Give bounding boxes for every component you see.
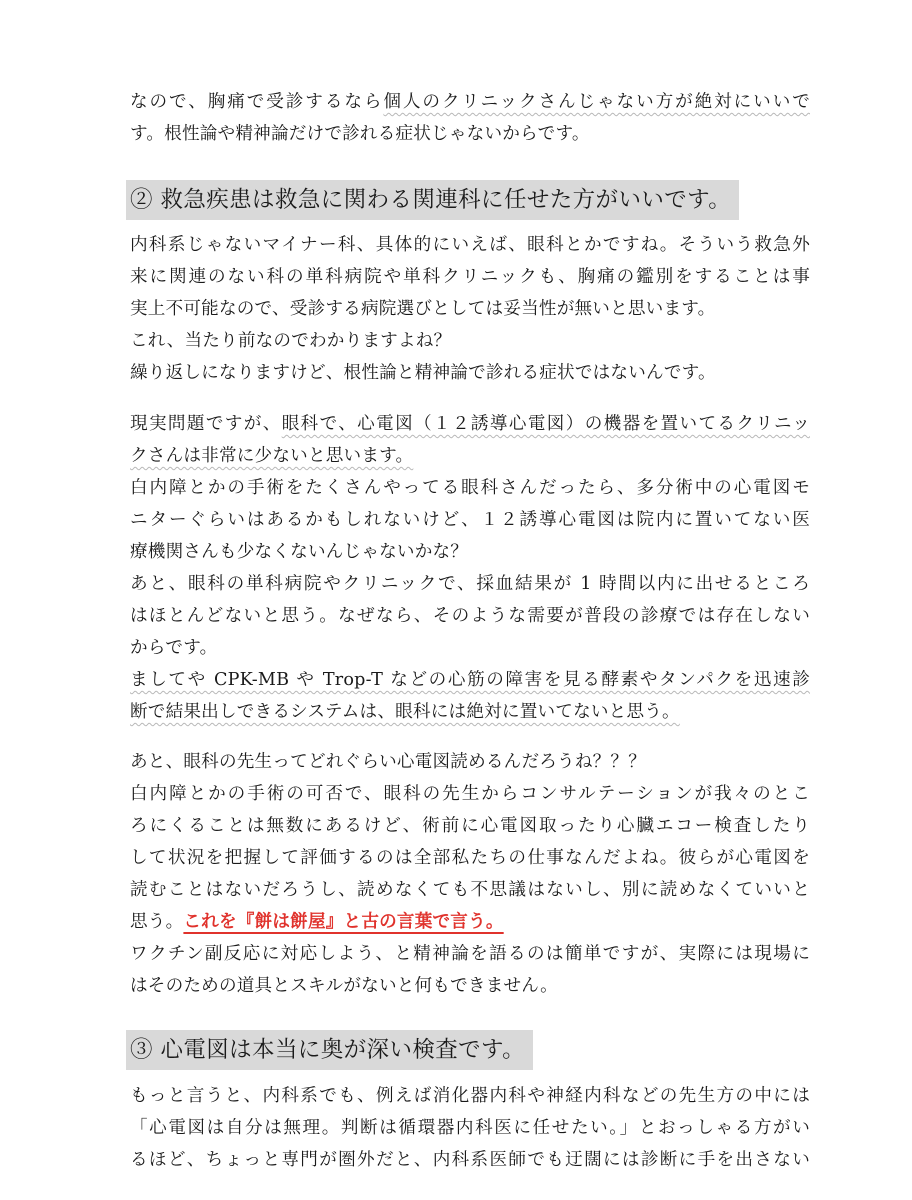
- highlighted-text: 個人のクリニックさんじゃない方が絶対にいいで: [383, 92, 810, 112]
- paragraph-line: るほど、ちょっと専門が圏外だと、内科系医師でも迂闊には診断に手を出さない: [130, 1150, 810, 1170]
- paragraph-line: はほとんどないと思う。なぜなら、そのような需要が普段の診療では存在しない: [130, 606, 810, 626]
- paragraph-line: [130, 906, 810, 938]
- paragraph-line: 読むことはないだろうし、読めなくても不思議はないし、別に読めなくていいと: [130, 880, 810, 900]
- paragraph-line: 来に関連のない科の単科病院や単科クリニックも、胸痛の鑑別をすることは事: [130, 267, 810, 287]
- highlighted-text: 断で結果出しできるシステムは、眼科には絶対に置いてないと思う。: [130, 702, 680, 722]
- text-run: 思う。: [130, 912, 184, 932]
- paragraph-line: [130, 440, 810, 472]
- paragraph-line: あと、眼科の先生ってどれぐらい心電図読めるんだろうね？？？: [130, 752, 647, 772]
- text-run: なので、胸痛で受診するなら: [130, 92, 384, 112]
- red-emphasis-text: これを『餅は餅屋』と古の言葉で言う。: [183, 911, 504, 932]
- paragraph-line: からです。: [130, 638, 218, 658]
- text-run: 現実問題ですが、: [130, 414, 282, 434]
- paragraph-line: 実上不可能なので、受診する病院選びとしては妥当性が無いと思います。: [130, 299, 716, 319]
- paragraph-line: 内科系じゃないマイナー科、具体的にいえば、眼科とかですね。そういう救急外: [130, 235, 810, 255]
- paragraph-line: もっと言うと、内科系でも、例えば消化器内科や神経内科などの先生方の中には: [130, 1086, 810, 1106]
- highlighted-text: クさんは非常に少ないと思います。: [130, 446, 414, 466]
- paragraph-line: して状況を把握して評価するのは全部私たちの仕事なんだよね。彼らが心電図を: [130, 848, 810, 868]
- paragraph-line: す。根性論や精神論だけで診れる症状じゃないからです。: [130, 124, 590, 144]
- section-heading: ③ 心電図は本当に奥が深い検査です。: [126, 1030, 533, 1070]
- paragraph-line: はそのための道具とスキルがないと何もできません。: [130, 976, 558, 996]
- paragraph-line: [130, 408, 810, 440]
- paragraph-line: あと、眼科の単科病院やクリニックで、採血結果が 1 時間以内に出せるところ: [130, 574, 810, 594]
- section-heading: ② 救急疾患は救急に関わる関連科に任せた方がいいです。: [126, 180, 739, 220]
- paragraph-line: 白内障とかの手術の可否で、眼科の先生からコンサルテーションが我々のとこ: [130, 784, 810, 804]
- highlighted-text: 眼科で、心電図（１２誘導心電図）の機器を置いてるクリニッ: [281, 414, 810, 434]
- paragraph-line: ニターぐらいはあるかもしれないけど、１２誘導心電図は院内に置いてない医: [130, 510, 810, 530]
- paragraph-line: ワクチン副反応に対応しよう、と精神論を語るのは簡単ですが、実際には現場に: [130, 944, 810, 964]
- paragraph-line: [130, 696, 810, 728]
- paragraph-line: 「心電図は自分は無理。判断は循環器内科医に任せたい。」とおっしゃる方がい: [130, 1118, 810, 1138]
- paragraph-line: [130, 664, 810, 696]
- paragraph-line: ろにくることは無数にあるけど、術前に心電図取ったり心臓エコー検査したり: [130, 816, 810, 836]
- paragraph-line: 繰り返しになりますけど、根性論と精神論で診れる症状ではないんです。: [130, 363, 716, 383]
- highlighted-text: ましてや CPK-MB や Trop-T などの心筋の障害を見る酵素やタンパクを迅速診: [130, 670, 810, 690]
- paragraph-line: これ、当たり前なのでわかりますよね？: [130, 331, 452, 351]
- paragraph-line: [130, 86, 810, 118]
- paragraph-line: 白内障とかの手術をたくさんやってる眼科さんだったら、多分術中の心電図モ: [130, 478, 810, 498]
- paragraph-line: 療機関さんも少なくないんじゃないかな？: [130, 542, 469, 562]
